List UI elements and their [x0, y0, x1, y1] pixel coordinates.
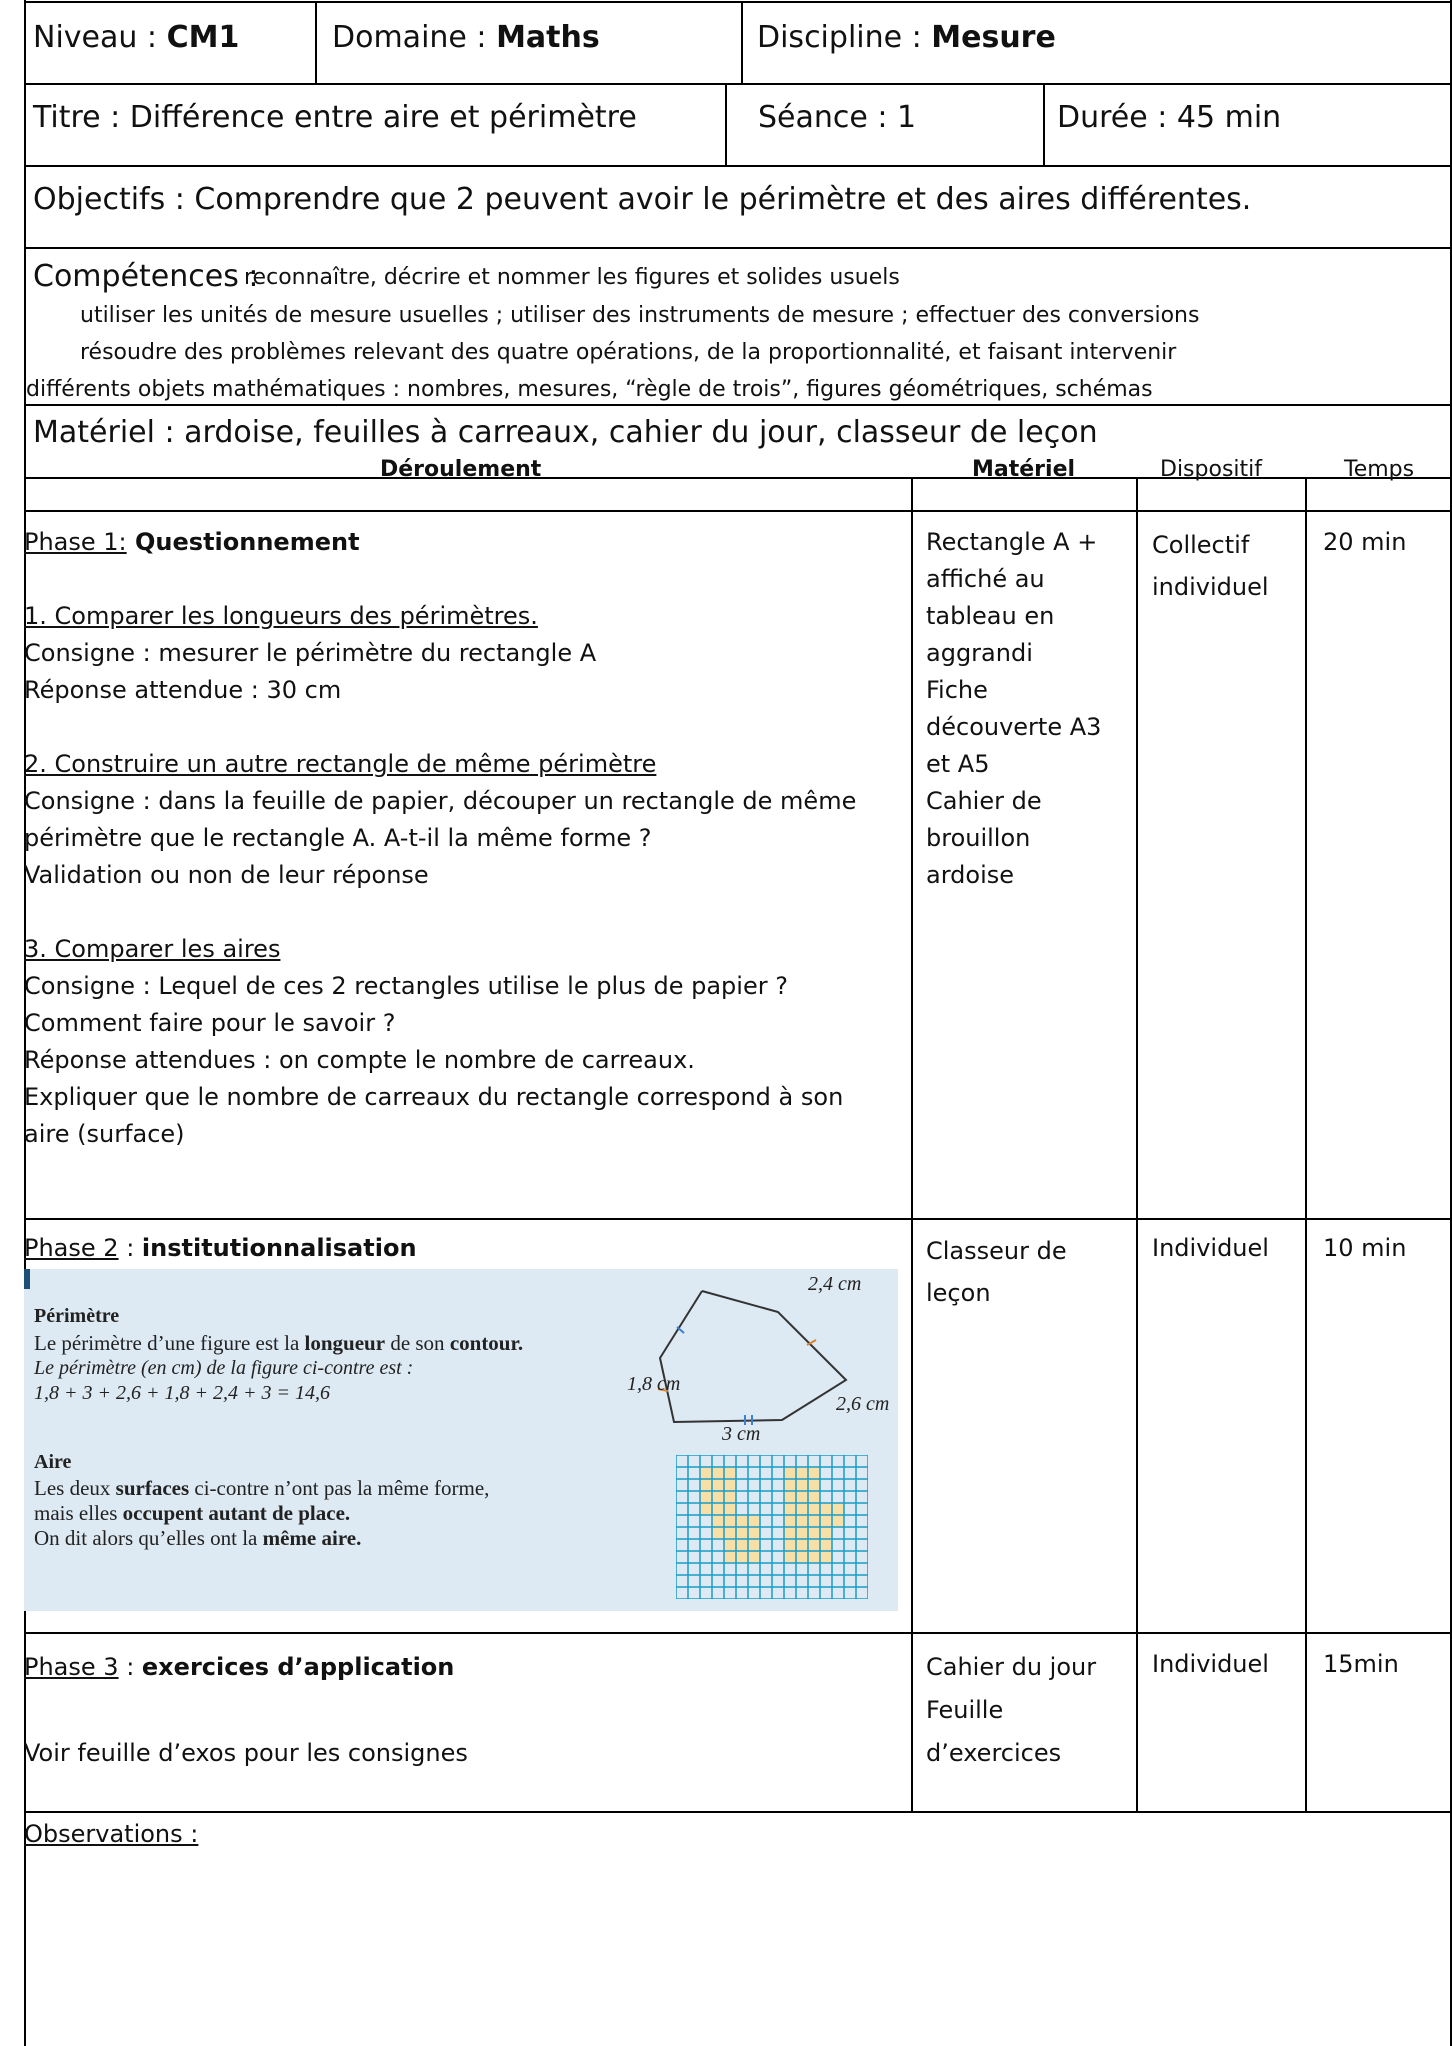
materiel-line: d’exercices: [926, 1739, 1062, 1767]
niveau-label: Niveau :: [33, 20, 167, 55]
text-run: longueur: [304, 1331, 386, 1355]
materiel-line: Feuille: [926, 1696, 1004, 1724]
lesson-image: [24, 1269, 898, 1611]
seance: Séance : 1: [758, 100, 917, 135]
phase1-line: aire (surface): [24, 1120, 185, 1148]
materiel-line: ardoise: [926, 861, 1015, 889]
competences-line: utiliser les unités de mesure usuelles ; utiliser des instruments de mesure ; effectuer des conversions: [80, 303, 1200, 328]
phase3-line: Voir feuille d’exos pour les consignes: [24, 1739, 468, 1767]
text-run: Les deux: [34, 1476, 116, 1500]
phase1-step3-title: 3. Comparer les aires: [24, 935, 281, 963]
rule: [725, 83, 727, 167]
phase1-line: Comment faire pour le savoir ?: [24, 1009, 396, 1037]
niveau-value: CM1: [166, 20, 240, 55]
rule: [24, 247, 1452, 249]
materiel-line: Cahier de: [926, 787, 1042, 815]
observations: [24, 1816, 198, 1853]
phase2-dispositif: [1152, 1230, 1269, 1267]
rule: [24, 1632, 1452, 1634]
text-run: On dit alors qu’elles ont la: [34, 1526, 263, 1550]
phase2-prefix: Phase 2: [24, 1234, 119, 1262]
aire-line3: [34, 1526, 361, 1551]
discipline-value: Mesure: [931, 20, 1056, 55]
rule: [24, 165, 1452, 167]
materiel-line: et A5: [926, 750, 990, 778]
phase2-heading: [24, 1230, 417, 1267]
phase1-line: Consigne : Lequel de ces 2 rectangles utilise le plus de papier ?: [24, 972, 788, 1000]
competences-line: reconnaître, décrire et nommer les figures et solides usuels: [244, 265, 900, 290]
fig-label-left: 1,8 cm: [627, 1373, 681, 1395]
text-run: contour.: [449, 1331, 524, 1355]
rule: [1305, 477, 1307, 1813]
phase1-step1-title: 1. Comparer les longueurs des périmètres.: [24, 602, 538, 630]
phase2-sep: :: [118, 1234, 142, 1262]
materiel-line: aggrandi: [926, 639, 1033, 667]
phase1-content: [24, 524, 856, 1153]
rule: [1136, 477, 1138, 1813]
rule: [24, 1218, 1452, 1220]
phase1-prefix: Phase 1:: [24, 528, 127, 556]
rule: [24, 1811, 1452, 1813]
domaine-cell: [332, 20, 600, 55]
niveau-cell: [33, 20, 240, 55]
phase3-materiel: [926, 1646, 1096, 1775]
materiel-line: Classeur de: [926, 1237, 1067, 1265]
aire-line2: [34, 1501, 350, 1526]
dispositif-line: Collectif: [1152, 531, 1250, 559]
materiel-line: brouillon: [926, 824, 1031, 852]
fig-label-bottom: 3 cm: [722, 1423, 761, 1445]
phase3-dispositif-value: Individuel: [1152, 1650, 1269, 1678]
phase1-title: Questionnement: [126, 528, 360, 556]
rule: [911, 477, 913, 1813]
phase3-content: [24, 1646, 468, 1775]
phase3-title: exercices d’application: [141, 1653, 455, 1681]
phase1-materiel: [926, 524, 1101, 894]
phase1-temps: [1323, 524, 1406, 561]
phase3-dispositif: [1152, 1646, 1269, 1683]
phase1-line: Consigne : dans la feuille de papier, découper un rectangle de même: [24, 787, 857, 815]
materiel-line: Rectangle A +: [926, 528, 1098, 556]
domaine-value: Maths: [496, 20, 600, 55]
area-grid-figure: [676, 1455, 868, 1599]
text-run: Le périmètre d’une figure est la: [34, 1331, 305, 1355]
text-run: ci-contre n’ont pas la même forme,: [189, 1476, 490, 1500]
rule: [741, 1, 743, 85]
col-header-temps: Temps: [1344, 457, 1415, 482]
phase1-line: périmètre que le rectangle A. A-t-il la même forme ?: [24, 824, 652, 852]
phase2-temps-value: 10 min: [1323, 1234, 1407, 1262]
shape-cell: [784, 1467, 820, 1503]
materiel-line: tableau en: [926, 602, 1055, 630]
rule: [24, 510, 1452, 512]
materiel-line: Fiche: [926, 676, 988, 704]
phase1-line: Validation ou non de leur réponse: [24, 861, 429, 889]
phase3-prefix: Phase 3: [24, 1653, 119, 1681]
phase2-dispositif-value: Individuel: [1152, 1234, 1269, 1262]
phase3-temps-value: 15min: [1323, 1650, 1399, 1678]
rule: [24, 404, 1452, 406]
phase1-line: Réponse attendues : on compte le nombre de carreaux.: [24, 1046, 695, 1074]
text-run: mais elles: [34, 1501, 123, 1525]
col-header-materiel: Matériel: [972, 457, 1076, 482]
lesson-marker: [24, 1269, 30, 1289]
duree: Durée : 45 min: [1057, 100, 1282, 135]
materiel-line: découverte A3: [926, 713, 1102, 741]
materiel-line: affiché au: [926, 565, 1045, 593]
aire-line1: [34, 1476, 489, 1501]
competences-line: résoudre des problèmes relevant des quatre opérations, de la proportionnalité, et faisant intervenir: [80, 340, 1177, 365]
rule: [24, 83, 1452, 85]
phase1-dispositif: [1152, 524, 1269, 608]
discipline-cell: [757, 20, 1056, 55]
phase2-materiel: [926, 1230, 1067, 1314]
rule: [315, 1, 317, 85]
materiel-line: Cahier du jour: [926, 1653, 1097, 1681]
phase1-line: Réponse attendue : 30 cm: [24, 676, 342, 704]
hexagon-outline: [660, 1291, 846, 1422]
perimetre-example-intro: Le périmètre (en cm) de la figure ci-contre est :: [34, 1357, 414, 1379]
text-run: de son: [385, 1331, 450, 1355]
discipline-label: Discipline :: [757, 20, 932, 55]
text-run: surfaces: [115, 1476, 190, 1500]
perimetre-title: Périmètre: [34, 1305, 120, 1327]
phase1-line: Expliquer que le nombre de carreaux du rectangle correspond à son: [24, 1083, 844, 1111]
materiel-line: leçon: [926, 1279, 991, 1307]
competences-line: différents objets mathématiques : nombres, mesures, “règle de trois”, figures géométriques, schémas: [26, 377, 1153, 402]
rule: [24, 1, 1452, 3]
col-header-deroulement: Déroulement: [380, 457, 542, 482]
materiel-general: Matériel : ardoise, feuilles à carreaux, cahier du jour, classeur de leçon: [33, 415, 1098, 450]
fig-label-right: 2,6 cm: [836, 1393, 890, 1415]
text-run: occupent autant de place.: [122, 1501, 351, 1525]
phase2-temps: [1323, 1230, 1406, 1267]
phase1-temps-value: 20 min: [1323, 528, 1407, 556]
dispositif-line: individuel: [1152, 573, 1269, 601]
perimetre-example-calc: 1,8 + 3 + 2,6 + 1,8 + 2,4 + 3 = 14,6: [34, 1382, 330, 1404]
titre: Titre : Différence entre aire et périmètre: [33, 100, 637, 135]
perimetre-definition: [34, 1331, 523, 1356]
rule: [1043, 83, 1045, 167]
phase1-line: Consigne : mesurer le périmètre du rectangle A: [24, 639, 597, 667]
aire-title: Aire: [34, 1451, 72, 1473]
phase1-step2-title: 2. Construire un autre rectangle de même périmètre: [24, 750, 657, 778]
phase3-temps: [1323, 1646, 1399, 1683]
observations-label: Observations :: [24, 1820, 199, 1848]
domaine-label: Domaine :: [332, 20, 497, 55]
phase2-title: institutionnalisation: [141, 1234, 417, 1262]
text-run: même aire.: [262, 1526, 362, 1550]
objectifs: Objectifs : Comprendre que 2 peuvent avoir le périmètre et des aires différentes.: [33, 182, 1252, 217]
phase3-sep: :: [118, 1653, 142, 1681]
col-header-dispositif: Dispositif: [1160, 457, 1262, 482]
competences-label: Compétences :: [33, 259, 259, 294]
fig-label-top: 2,4 cm: [808, 1273, 862, 1295]
